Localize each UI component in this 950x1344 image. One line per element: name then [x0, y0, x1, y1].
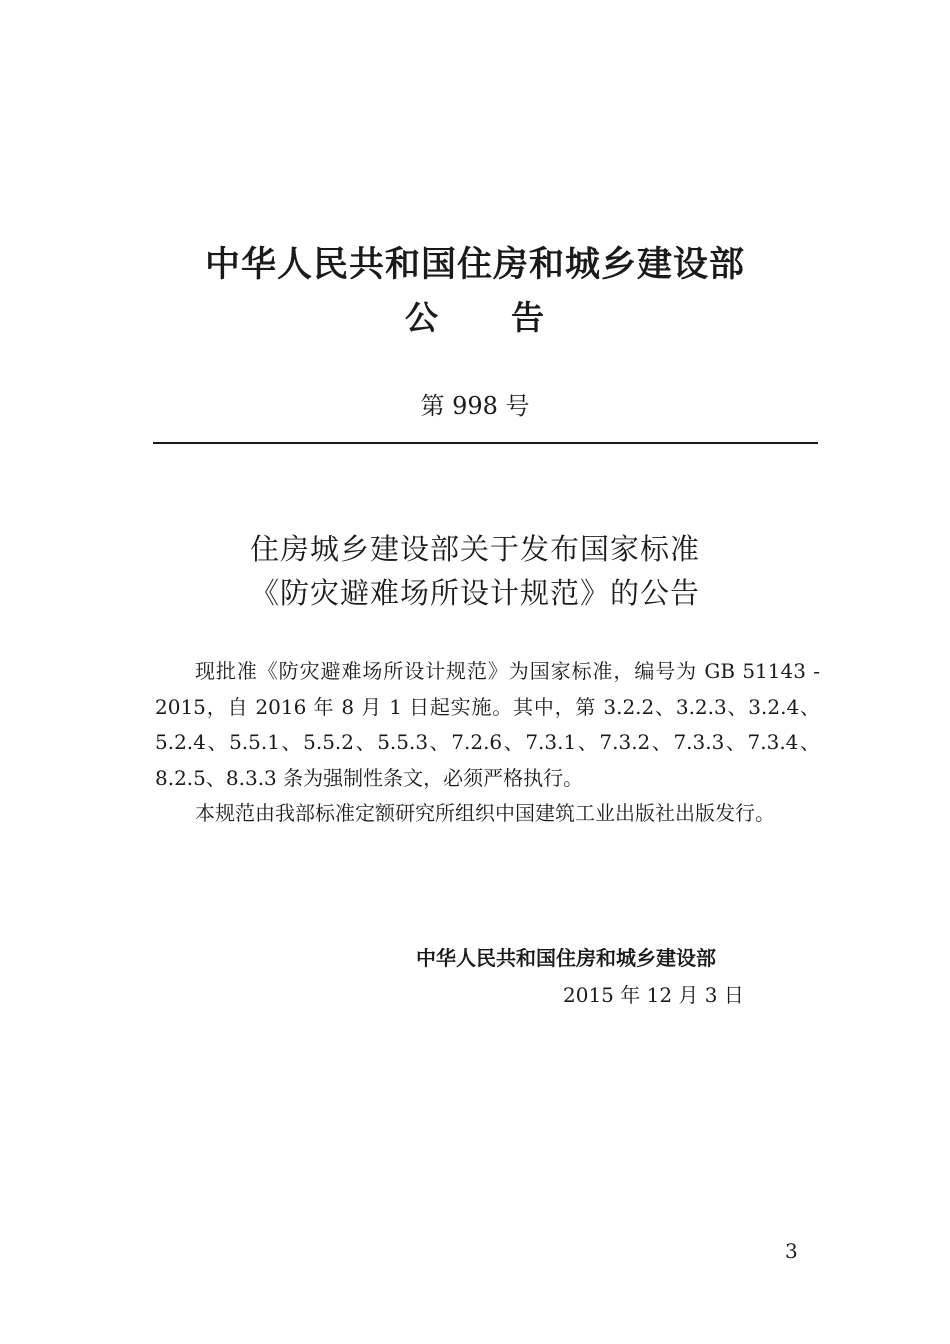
page-number: 3: [785, 1239, 798, 1263]
document-type-char-1: 公: [405, 298, 439, 337]
issuer-heading: 中华人民共和国住房和城乡建设部: [204, 245, 745, 285]
notice-title-line-1: 住房城乡建设部关于发布国家标准: [249, 532, 700, 566]
notice-title: [0, 527, 950, 615]
body-paragraph-1: 现批准《防灾避难场所设计规范》为国家标准，编号为 GB 51143 - 2015，自 2016 年 8 月 1 日起实施。其中，第 3.2.2、3.2.3、3.2.4、5.2.4、5.5.1、5.5.2、5.5.3、7.2.6、7.3.1、7.3.2、7.3.3、7.3.4、8.2.5、8.3.3 条为强制性条文，必须严格执行。: [155, 659, 820, 790]
notice-body: [155, 654, 820, 832]
signature-organization: 中华人民共和国住房和城乡建设部: [416, 946, 716, 970]
header-divider: [153, 442, 818, 444]
document-number: 第 998 号: [420, 392, 530, 420]
notice-title-line-2: 《防灾避难场所设计规范》的公告: [249, 576, 700, 610]
document-type-heading: [0, 296, 950, 340]
body-paragraph-2: 本规范由我部标准定额研究所组织中国建筑工业出版社出版发行。: [195, 801, 775, 825]
signature-date: 2015 年 12 月 3 日: [563, 983, 744, 1007]
document-type-char-2: 告: [511, 298, 545, 337]
